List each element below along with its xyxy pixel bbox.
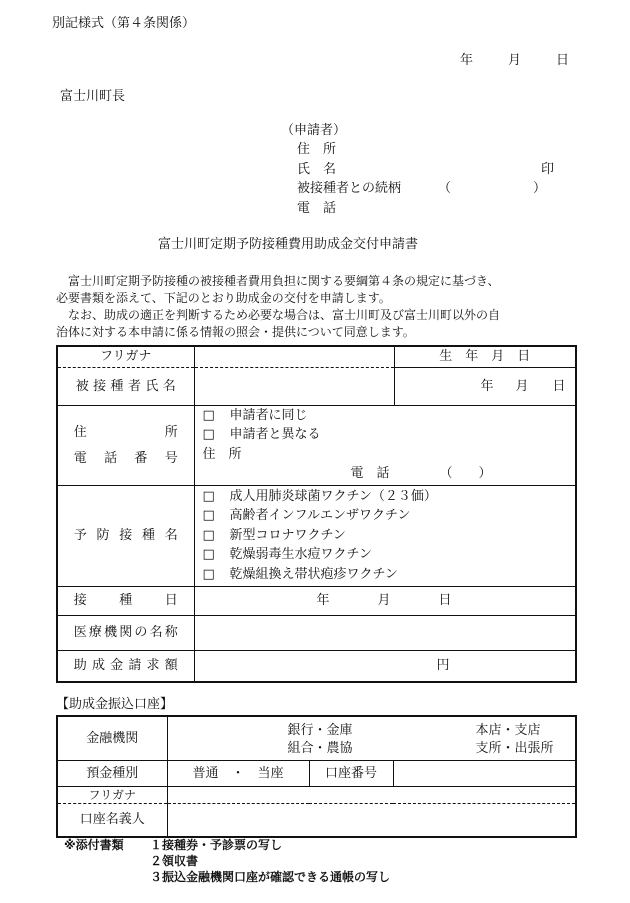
applicant-address-label: 住 所	[297, 142, 337, 157]
phone-number-label: 電話番号	[73, 450, 178, 466]
checkbox-icon: □	[202, 407, 215, 423]
vaccine-option[interactable]: □ 乾燥組換え帯状疱疹ワクチン	[195, 565, 576, 585]
date-day: 日	[556, 53, 570, 68]
attachment-item-3: ３振込金融機関口座が確認できる通帳の写し	[150, 870, 391, 884]
body-line-4: 治体に対する本申請に係る情報の照会・提供について同意します。	[56, 325, 415, 339]
vacc-month: 月	[377, 593, 391, 608]
vacc-year: 年	[316, 593, 330, 608]
body-line-2: 必要書類を添えて、下記のとおり助成金の交付を申請します。	[56, 291, 391, 305]
account-type-options[interactable]: 普通 ・ 当座	[167, 761, 309, 787]
checkbox-icon: □	[202, 508, 215, 524]
recipient-name-label: 被接種者氏名	[57, 367, 194, 405]
furigana-input[interactable]	[194, 346, 394, 367]
checkbox-icon: □	[202, 547, 215, 563]
vaccination-date-input[interactable]	[194, 586, 576, 615]
vaccine-option[interactable]: □ 新型コロナワクチン	[195, 526, 576, 546]
attachments-label: ※添付書類	[64, 838, 124, 852]
clinic-name-label: 医療機関の名称	[57, 615, 194, 650]
checkbox-icon: □	[202, 427, 215, 442]
account-type-label: 預金種別	[57, 761, 167, 787]
relation-label: 被接種者との続柄	[297, 181, 402, 196]
bank-section-title: 【助成金振込口座】	[56, 697, 174, 712]
address-label: 住 所	[73, 424, 178, 440]
bank-account-table	[56, 715, 577, 838]
birth-day: 日	[552, 378, 566, 394]
account-number-input[interactable]	[393, 761, 576, 787]
phone-input[interactable]: 電 話 （ ）	[350, 466, 492, 481]
vaccine-option[interactable]: □ 乾燥弱毒生水痘ワクチン	[195, 545, 576, 565]
vacc-day: 日	[438, 593, 452, 608]
address-input[interactable]: 住 所	[202, 446, 242, 462]
document-title: 富士川町定期予防接種費用助成金交付申請書	[158, 237, 419, 252]
attachment-item-1: １接種券・予診票の写し	[150, 838, 283, 852]
address-phone-field	[194, 405, 576, 485]
addr-different-option[interactable]: □ 申請者と異なる	[195, 425, 576, 445]
relation-close-paren: ）	[533, 181, 547, 196]
date-month: 月	[508, 53, 522, 68]
addressee: 富士川町長	[60, 89, 126, 104]
addr-same-option[interactable]: □ 申請者に同じ	[195, 406, 576, 426]
form-number: 別記様式（第４条関係）	[52, 16, 196, 31]
body-line-3: なお、助成の適正を判断するため必要な場合は、富士川町及び富士川町以外の自	[68, 308, 501, 322]
financial-institution-label: 金融機関	[57, 716, 167, 761]
yen-unit: 円	[436, 658, 450, 674]
address-phone-label	[57, 405, 194, 485]
furigana-label: フリガナ	[57, 346, 194, 367]
applicant-name-label: 氏 名	[297, 162, 337, 177]
financial-institution-input[interactable]	[167, 716, 576, 761]
account-number-label: 口座番号	[309, 761, 393, 787]
vaccine-options	[194, 485, 576, 586]
date-year: 年	[460, 53, 474, 68]
application-table	[56, 345, 577, 683]
relation-open-paren: （	[438, 181, 452, 196]
checkbox-icon: □	[202, 527, 215, 543]
account-holder-label: 口座名義人	[57, 804, 167, 837]
claim-amount-label: 助成金請求額	[57, 650, 194, 682]
inst-type-line-1: 銀行・金庫	[287, 723, 353, 738]
account-holder-input[interactable]	[167, 804, 576, 837]
recipient-name-input[interactable]	[194, 367, 394, 405]
clinic-name-input[interactable]	[194, 615, 576, 650]
body-line-1: 富士川町定期予防接種の被接種者費用負担に関する要綱第４条の規定に基づき、	[68, 274, 500, 288]
vaccine-name-label: 予防接種名	[57, 485, 194, 586]
birth-date-label: 生 年 月 日	[394, 346, 576, 367]
vaccine-option[interactable]: □ 成人用肺炎球菌ワクチン（２３価）	[195, 487, 576, 507]
birth-date-input[interactable]	[394, 367, 576, 405]
applicant-phone-label: 電 話	[297, 201, 337, 216]
vaccination-date-label: 接種日	[57, 586, 194, 615]
vaccine-option[interactable]: □ 高齢者インフルエンザワクチン	[195, 506, 576, 526]
holder-furigana-input[interactable]	[167, 787, 576, 804]
attachment-item-2: ２領収書	[150, 854, 199, 868]
holder-furigana-label: フリガナ	[57, 787, 167, 804]
checkbox-icon: □	[202, 488, 215, 504]
checkbox-icon: □	[202, 566, 215, 582]
claim-amount-input[interactable]	[194, 650, 576, 682]
branch-type-line-2: 支所・出張所	[475, 741, 554, 756]
inst-type-line-2: 組合・農協	[287, 741, 353, 756]
birth-year: 年	[480, 378, 494, 394]
birth-month: 月	[515, 378, 529, 394]
branch-type-line-1: 本店・支店	[475, 723, 541, 738]
seal-mark: 印	[541, 162, 555, 177]
applicant-heading: （申請者）	[281, 123, 347, 138]
